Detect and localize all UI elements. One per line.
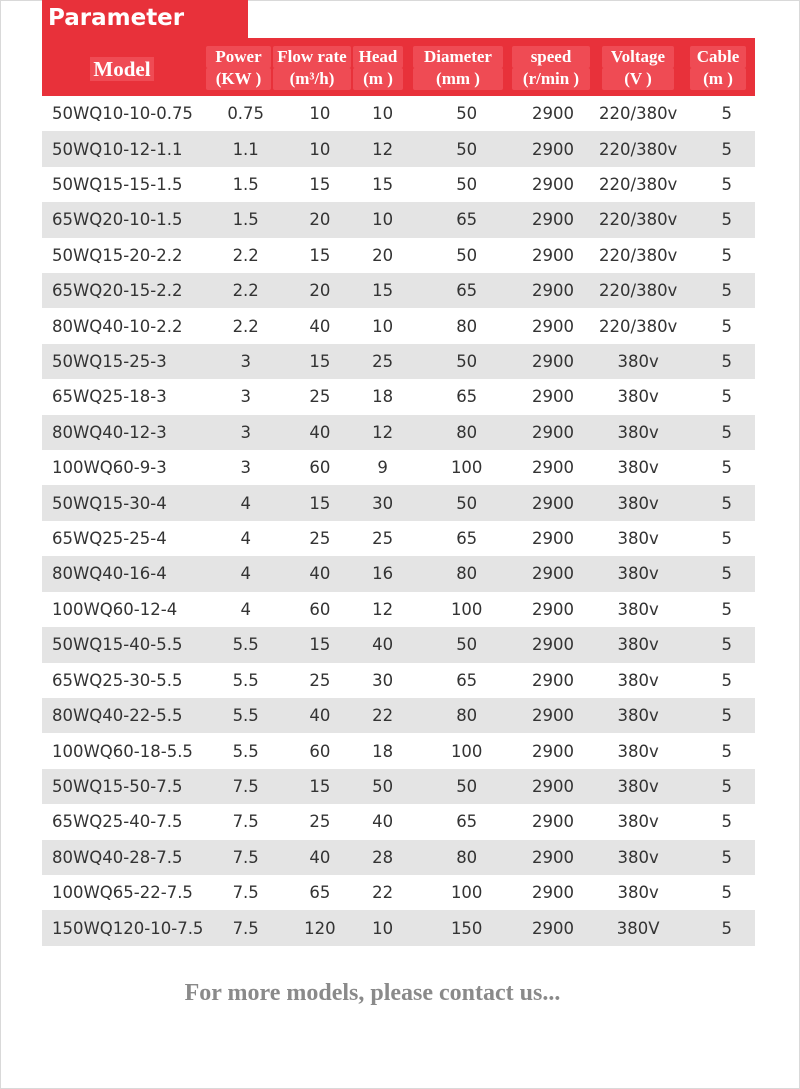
cell-head: 15 [372, 175, 394, 195]
cell-power: 2.2 [232, 245, 259, 265]
header-speed-label: speed [512, 46, 590, 68]
table-row [42, 450, 755, 485]
cell-speed: 2900 [532, 175, 575, 195]
cell-voltage: 220/380v [599, 175, 678, 195]
cell-voltage: 380v [578, 698, 699, 733]
cell-voltage: 380v [578, 415, 699, 450]
table-row [42, 840, 755, 875]
cell-head: 10 [360, 202, 405, 237]
cell-cable: 5 [698, 556, 755, 591]
cell-power: 5.5 [212, 627, 280, 662]
cell-model: 50WQ15-15-1.5 [52, 175, 183, 195]
cell-head: 12 [360, 415, 405, 450]
cell-voltage: 380v [617, 670, 659, 690]
cell-diameter: 50 [405, 485, 528, 520]
cell-flow-rate: 40 [280, 840, 360, 875]
cell-power: 2.2 [232, 316, 259, 336]
cell-speed: 2900 [532, 599, 575, 619]
cell-diameter: 65 [456, 812, 478, 832]
header-power-label: Power [206, 46, 271, 68]
cell-power: 7.5 [212, 910, 280, 945]
cell-model: 50WQ15-30-4 [42, 485, 212, 520]
cell-model: 80WQ40-22-5.5 [42, 698, 212, 733]
cell-power: 7.5 [232, 812, 259, 832]
cell-speed: 2900 [532, 741, 575, 761]
cell-model: 80WQ40-12-3 [42, 415, 212, 450]
cell-cable: 5 [721, 458, 732, 478]
cell-cable: 5 [721, 741, 732, 761]
table-row [42, 308, 755, 343]
cell-model: 100WQ60-9-3 [52, 458, 167, 478]
cell-cable: 5 [698, 627, 755, 662]
cell-cable: 5 [698, 698, 755, 733]
cell-diameter: 65 [405, 273, 528, 308]
cell-flow-rate: 15 [309, 245, 331, 265]
cell-head: 30 [372, 670, 394, 690]
cell-voltage: 380v [617, 812, 659, 832]
header-model-label: Model [90, 57, 153, 81]
table-row [42, 910, 755, 945]
cell-power: 1.5 [212, 202, 280, 237]
header-head-label: Head [353, 46, 403, 68]
cell-speed: 2900 [532, 812, 575, 832]
cell-model: 65WQ20-10-1.5 [42, 202, 212, 237]
cell-power: 1.1 [212, 131, 280, 166]
cell-cable: 5 [721, 245, 732, 265]
cell-flow-rate: 60 [309, 599, 331, 619]
cell-cable: 5 [698, 131, 755, 166]
table-header [42, 42, 755, 96]
cell-diameter: 50 [405, 769, 528, 804]
cell-voltage: 380v [617, 883, 659, 903]
cell-model: 50WQ15-25-3 [42, 344, 212, 379]
cell-head: 28 [360, 840, 405, 875]
cell-head: 10 [360, 910, 405, 945]
cell-head: 12 [372, 599, 394, 619]
cell-power: 3 [240, 387, 251, 407]
cell-diameter: 100 [450, 599, 483, 619]
parameter-table [42, 96, 755, 946]
cell-voltage: 380v [617, 529, 659, 549]
header-power [206, 42, 271, 96]
cell-diameter: 80 [405, 698, 528, 733]
cell-model: 100WQ60-12-4 [52, 599, 178, 619]
cell-voltage: 380v [578, 627, 699, 662]
cell-speed: 2900 [528, 556, 578, 591]
cell-voltage: 220/380v [599, 104, 678, 124]
cell-model: 50WQ15-40-5.5 [42, 627, 212, 662]
cell-flow-rate: 120 [280, 910, 360, 945]
cell-cable: 5 [698, 910, 755, 945]
cell-cable: 5 [698, 415, 755, 450]
header-voltage-unit: (V ) [602, 68, 674, 90]
table-row [42, 131, 755, 166]
cell-head: 22 [372, 883, 394, 903]
cell-voltage: 220/380v [599, 245, 678, 265]
cell-speed: 2900 [528, 202, 578, 237]
cell-cable: 5 [698, 273, 755, 308]
cell-flow-rate: 15 [280, 769, 360, 804]
table-body [42, 96, 755, 946]
cell-power: 3 [240, 458, 251, 478]
cell-model: 80WQ40-10-2.2 [52, 316, 183, 336]
cell-diameter: 80 [405, 415, 528, 450]
cell-flow-rate: 60 [309, 458, 331, 478]
cell-flow-rate: 25 [309, 387, 331, 407]
cell-model: 50WQ10-12-1.1 [42, 131, 212, 166]
cell-diameter: 65 [456, 670, 478, 690]
cell-head: 40 [360, 627, 405, 662]
cell-speed: 2900 [532, 883, 575, 903]
cell-head: 15 [360, 273, 405, 308]
table-row [42, 804, 755, 839]
cell-voltage: 380v [578, 344, 699, 379]
cell-head: 40 [372, 812, 394, 832]
cell-power: 3 [212, 415, 280, 450]
cell-flow-rate: 40 [309, 316, 331, 336]
table-row [42, 627, 755, 662]
cell-speed: 2900 [532, 104, 575, 124]
table-row [42, 379, 755, 414]
cell-power: 4 [212, 485, 280, 520]
cell-flow-rate: 60 [309, 741, 331, 761]
cell-model: 150WQ120-10-7.5 [42, 910, 212, 945]
cell-diameter: 150 [405, 910, 528, 945]
header-voltage [602, 42, 674, 96]
cell-power: 0.75 [227, 104, 265, 124]
cell-cable: 5 [698, 769, 755, 804]
cell-model: 65WQ25-25-4 [52, 529, 167, 549]
page-title: Parameter [42, 0, 248, 38]
cell-power: 5.5 [232, 670, 259, 690]
cell-speed: 2900 [532, 245, 575, 265]
cell-cable: 5 [721, 883, 732, 903]
cell-speed: 2900 [532, 387, 575, 407]
cell-diameter: 50 [456, 104, 478, 124]
footer-note: For more models, please contact us... [184, 980, 561, 1006]
cell-diameter: 100 [450, 741, 483, 761]
cell-voltage: 220/380v [578, 202, 699, 237]
header-cable-label: Cable [690, 46, 746, 68]
header-diameter [413, 42, 503, 96]
table-row [42, 167, 755, 202]
cell-speed: 2900 [528, 344, 578, 379]
cell-diameter: 50 [405, 131, 528, 166]
cell-head: 50 [360, 769, 405, 804]
cell-flow-rate: 40 [280, 415, 360, 450]
cell-cable: 5 [721, 104, 732, 124]
cell-power: 1.5 [232, 175, 259, 195]
cell-diameter: 80 [405, 840, 528, 875]
cell-diameter: 80 [405, 556, 528, 591]
cell-head: 10 [372, 104, 394, 124]
cell-cable: 5 [698, 344, 755, 379]
cell-model: 65WQ25-30-5.5 [52, 670, 183, 690]
cell-voltage: 220/380v [599, 316, 678, 336]
cell-model: 80WQ40-28-7.5 [42, 840, 212, 875]
cell-power: 4 [240, 599, 251, 619]
cell-power: 2.2 [212, 273, 280, 308]
cell-flow-rate: 15 [309, 175, 331, 195]
cell-cable: 5 [721, 387, 732, 407]
cell-flow-rate: 25 [309, 529, 331, 549]
cell-flow-rate: 15 [280, 627, 360, 662]
cell-speed: 2900 [532, 670, 575, 690]
header-cable [690, 42, 746, 96]
header-model [42, 42, 202, 96]
cell-voltage: 380v [617, 741, 659, 761]
cell-head: 22 [360, 698, 405, 733]
cell-diameter: 50 [405, 344, 528, 379]
cell-power: 7.5 [212, 840, 280, 875]
cell-diameter: 50 [456, 175, 478, 195]
cell-cable: 5 [698, 840, 755, 875]
cell-diameter: 100 [450, 883, 483, 903]
cell-flow-rate: 10 [280, 131, 360, 166]
header-head-unit: (m ) [353, 68, 403, 90]
header-cable-unit: (m ) [690, 68, 746, 90]
cell-power: 4 [240, 529, 251, 549]
cell-cable: 5 [721, 812, 732, 832]
header-diameter-unit: (mm ) [413, 68, 503, 90]
cell-head: 25 [372, 529, 394, 549]
table-row [42, 592, 755, 627]
cell-cable: 5 [721, 175, 732, 195]
table-row [42, 238, 755, 273]
cell-cable: 5 [721, 316, 732, 336]
table-row [42, 96, 755, 131]
table-row [42, 273, 755, 308]
cell-model: 65WQ25-18-3 [52, 387, 167, 407]
table-row [42, 769, 755, 804]
cell-power: 7.5 [212, 769, 280, 804]
table-row [42, 556, 755, 591]
cell-voltage: 220/380v [578, 273, 699, 308]
cell-head: 10 [372, 316, 394, 336]
cell-flow-rate: 20 [280, 202, 360, 237]
cell-speed: 2900 [528, 698, 578, 733]
cell-voltage: 220/380v [578, 131, 699, 166]
cell-power: 3 [212, 344, 280, 379]
cell-power: 5.5 [212, 698, 280, 733]
cell-cable: 5 [698, 485, 755, 520]
cell-head: 20 [372, 245, 394, 265]
table-row [42, 485, 755, 520]
cell-speed: 2900 [532, 316, 575, 336]
cell-speed: 2900 [528, 485, 578, 520]
cell-speed: 2900 [532, 529, 575, 549]
cell-head: 18 [372, 741, 394, 761]
cell-power: 7.5 [232, 883, 259, 903]
cell-model: 50WQ15-50-7.5 [42, 769, 212, 804]
cell-diameter: 65 [456, 529, 478, 549]
cell-cable: 5 [698, 202, 755, 237]
table-row [42, 202, 755, 237]
cell-voltage: 380v [578, 840, 699, 875]
cell-head: 25 [360, 344, 405, 379]
cell-flow-rate: 10 [309, 104, 331, 124]
header-flow-rate-unit: (m³/h) [273, 68, 351, 90]
cell-flow-rate: 65 [309, 883, 331, 903]
cell-voltage: 380V [578, 910, 699, 945]
header-flow-rate-label: Flow rate [273, 46, 351, 68]
cell-power: 5.5 [232, 741, 259, 761]
cell-head: 12 [360, 131, 405, 166]
cell-voltage: 380v [578, 556, 699, 591]
cell-flow-rate: 25 [309, 812, 331, 832]
header-diameter-label: Diameter [413, 46, 503, 68]
cell-model: 50WQ15-20-2.2 [52, 245, 183, 265]
cell-head: 9 [377, 458, 388, 478]
cell-speed: 2900 [528, 840, 578, 875]
cell-flow-rate: 25 [309, 670, 331, 690]
header-speed [512, 42, 590, 96]
cell-model: 65WQ20-15-2.2 [42, 273, 212, 308]
cell-head: 30 [360, 485, 405, 520]
cell-diameter: 50 [456, 245, 478, 265]
cell-cable: 5 [721, 670, 732, 690]
cell-flow-rate: 40 [280, 698, 360, 733]
cell-flow-rate: 20 [280, 273, 360, 308]
table-row [42, 663, 755, 698]
table-row [42, 875, 755, 910]
cell-model: 100WQ60-18-5.5 [52, 741, 193, 761]
cell-model: 100WQ65-22-7.5 [52, 883, 193, 903]
cell-voltage: 380v [578, 485, 699, 520]
header-flow-rate [273, 42, 351, 96]
cell-model: 80WQ40-16-4 [42, 556, 212, 591]
cell-speed: 2900 [528, 273, 578, 308]
cell-model: 65WQ25-40-7.5 [52, 812, 183, 832]
cell-speed: 2900 [528, 910, 578, 945]
cell-speed: 2900 [532, 458, 575, 478]
cell-voltage: 380v [617, 599, 659, 619]
header-voltage-label: Voltage [602, 46, 674, 68]
header-speed-unit: (r/min ) [512, 68, 590, 90]
table-row [42, 344, 755, 379]
cell-diameter: 80 [456, 316, 478, 336]
cell-voltage: 380v [578, 769, 699, 804]
cell-head: 16 [360, 556, 405, 591]
table-row [42, 698, 755, 733]
cell-speed: 2900 [528, 131, 578, 166]
cell-speed: 2900 [528, 627, 578, 662]
cell-cable: 5 [721, 529, 732, 549]
cell-voltage: 380v [617, 458, 659, 478]
cell-diameter: 65 [405, 202, 528, 237]
cell-diameter: 100 [450, 458, 483, 478]
cell-diameter: 50 [405, 627, 528, 662]
cell-speed: 2900 [528, 769, 578, 804]
cell-voltage: 380v [617, 387, 659, 407]
cell-flow-rate: 15 [280, 344, 360, 379]
cell-flow-rate: 15 [280, 485, 360, 520]
cell-power: 4 [212, 556, 280, 591]
table-row [42, 521, 755, 556]
header-power-unit: (KW ) [206, 68, 271, 90]
cell-flow-rate: 40 [280, 556, 360, 591]
cell-speed: 2900 [528, 415, 578, 450]
cell-diameter: 65 [456, 387, 478, 407]
cell-model: 50WQ10-10-0.75 [52, 104, 193, 124]
table-row [42, 733, 755, 768]
cell-head: 18 [372, 387, 394, 407]
cell-cable: 5 [721, 599, 732, 619]
header-head [353, 42, 403, 96]
table-row [42, 415, 755, 450]
